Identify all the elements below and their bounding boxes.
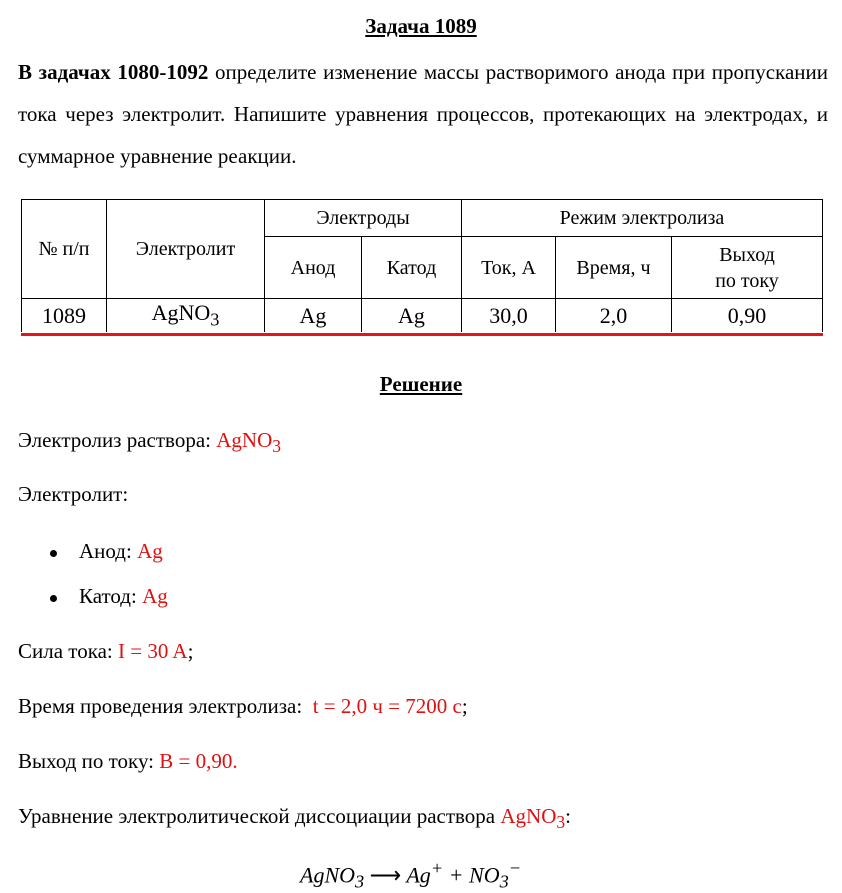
electrolysis-line: Электролиз раствора: AgNO$_3$	[18, 428, 281, 457]
dissociation-line: Уравнение электролитической диссоциации раствора AgNO$_3$:	[18, 804, 571, 833]
task-range: В задачах 1080-1092	[18, 60, 209, 84]
current-line: Сила тока: I = 30 A;	[18, 639, 194, 663]
task-description	[18, 51, 828, 177]
header-current: Ток, А	[462, 237, 556, 299]
bullet-icon	[50, 595, 57, 602]
task-table	[21, 199, 823, 332]
header-electrolyte: Электролит	[107, 200, 265, 299]
header-time: Время, ч	[556, 237, 672, 299]
task-text: определите изменение массы растворимого анода при пропускании тока через электролит. Напишите уравнения процессов, протекающих на электродах, и суммарное уравнение реакции.	[18, 60, 828, 168]
cell-time: 2,0	[556, 299, 672, 333]
cell-electrolyte: AgNO$_3$	[107, 299, 265, 333]
task-title: Задача 1089	[365, 14, 477, 38]
table-row	[22, 299, 823, 333]
time-line: Время проведения электролиза: t = 2,0 ч = 7200 с;	[18, 694, 468, 718]
header-yield: Выход по току	[672, 237, 823, 299]
header-mode: Режим электролиза	[462, 200, 823, 237]
cell-anode: Ag	[265, 299, 362, 333]
arrow-icon: ⟶	[369, 862, 402, 888]
bullet-icon	[50, 550, 57, 557]
cell-yield: 0,90	[672, 299, 823, 333]
electrolyte-line: Электролит:	[18, 482, 129, 506]
red-underline	[21, 333, 823, 336]
cathode-item: Катод: Ag	[50, 584, 168, 609]
header-cathode: Катод	[362, 237, 462, 299]
header-anode: Анод	[265, 237, 362, 299]
solution-title: Решение	[379, 372, 463, 396]
anode-item: Анод: Ag	[50, 539, 163, 564]
cell-cathode: Ag	[362, 299, 462, 333]
yield-line: Выход по току: В = 0,90.	[18, 749, 238, 773]
header-num: № п/п	[22, 200, 107, 299]
cell-current: 30,0	[462, 299, 556, 333]
dissociation-equation: AgNO$_3$ ⟶ $Ag^+ + NO_3^-$	[300, 858, 522, 892]
header-electrodes: Электроды	[265, 200, 462, 237]
cell-num: 1089	[22, 299, 107, 333]
